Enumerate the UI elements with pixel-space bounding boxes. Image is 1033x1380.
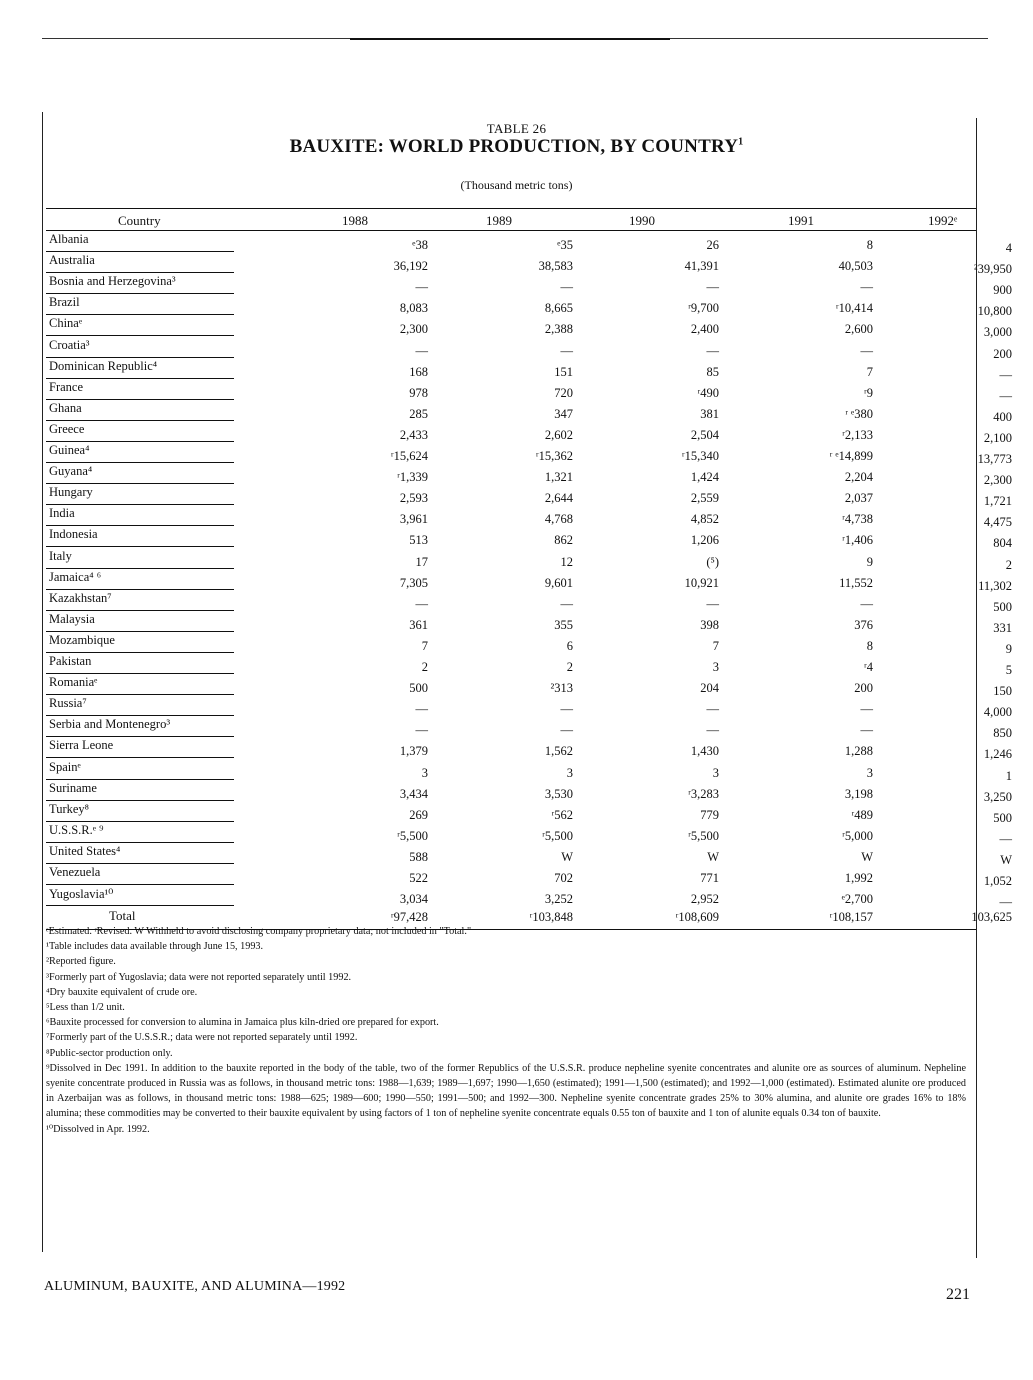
- footnote-6: ⁶Bauxite processed for conversion to alumina in Jamaica plus kiln-dried ore prepared for export.: [46, 1017, 439, 1029]
- value-1991: 2,600: [844, 322, 873, 337]
- footnote-9: ⁹Dissolved in Dec 1991. In addition to the bauxite reported in the body of the table, two of the former Republics of the U.S.S.R. produce nepheline syenite concentrates and alunite ore as sources of aluminum. Nepheline syenite concentrate produced in Russia was as follows, in thousand metric tons: 1988—1,639; 1989—1,697; 1990—1,650 (estimated); 1991—1,500 (estimated); and 1992—1,000 (estimated). Estimated alunite ore produced in Azerbaijan was as follows, in thousand metric tons: 1988—625; 1989—600; 1990—550; 1991—500; and 1992—300. Nepheline syenite concentrate grades 25% to 30% alumina, and alunite ore grades 16% to 18% alumina; these commodities may be converted to their bauxite equivalent by using factors of 1 ton of nepheline syenite concentrate equals 0.55 ton of bauxite and 1 ton of alunite equals 0.34 ton of bauxite.: [46, 1062, 966, 1120]
- value-1992: —: [999, 895, 1012, 910]
- value-1992: ²39,950: [973, 262, 1012, 277]
- row-underline: [46, 610, 234, 611]
- value-1988: —: [415, 280, 428, 295]
- row-underline: [46, 652, 234, 653]
- value-1988: ʳ5,500: [397, 828, 428, 843]
- row-underline: [46, 483, 234, 484]
- table-row: [46, 696, 1012, 720]
- header-year-1989: 1989: [486, 213, 512, 228]
- country-name: Mozambique: [49, 632, 115, 647]
- value-1992: —: [999, 388, 1012, 403]
- country-name: Romaniaᵉ: [49, 675, 98, 690]
- country-name: Yugoslavia¹⁰: [49, 887, 114, 902]
- value-1990: —: [706, 702, 719, 717]
- value-1991: —: [860, 596, 873, 611]
- row-underline: [46, 800, 234, 801]
- table-row: [46, 232, 1012, 255]
- value-1990: —: [706, 596, 719, 611]
- value-1989: 1,321: [544, 470, 573, 485]
- title-footnote-marker: 1: [738, 136, 744, 148]
- value-1988: 522: [409, 871, 428, 885]
- value-1988: 513: [409, 533, 428, 548]
- total-1990: ʳ108,609: [675, 910, 719, 924]
- value-1989: —: [560, 280, 573, 295]
- running-footer: ALUMINUM, BAUXITE, AND ALUMINA—1992: [44, 1279, 346, 1294]
- row-underline: [46, 462, 234, 463]
- row-underline: [46, 272, 234, 273]
- country-name: United States⁴: [49, 843, 121, 858]
- value-1992: 900: [993, 283, 1012, 298]
- value-1989: ʳ15,362: [535, 449, 573, 463]
- country-name: Italy: [49, 548, 72, 563]
- value-1989: 8,665: [544, 301, 573, 316]
- country-name: Jamaica⁴ ⁶: [49, 569, 102, 584]
- row-underline: [46, 863, 234, 864]
- table-row: [46, 590, 1012, 614]
- value-1991: 7: [866, 364, 873, 379]
- value-1992: 850: [993, 726, 1012, 741]
- value-1988: 588: [409, 849, 428, 864]
- value-1992: 1: [1005, 768, 1012, 783]
- value-1992: 500: [993, 810, 1012, 825]
- footnotes: [46, 924, 966, 1137]
- table-row: [46, 527, 1012, 551]
- table-row: [46, 464, 1012, 488]
- table-title: [0, 136, 1033, 158]
- value-1990: 41,391: [684, 259, 719, 274]
- value-1992: 331: [993, 620, 1012, 635]
- value-1988: 7,305: [399, 575, 428, 590]
- value-1988: —: [415, 723, 428, 738]
- value-1991: ʳ4: [864, 660, 873, 674]
- row-underline: [46, 779, 234, 780]
- country-name: Ghana: [49, 400, 82, 415]
- country-name: Greece: [49, 421, 85, 436]
- row-underline: [46, 568, 234, 569]
- total-1988: ʳ97,428: [390, 910, 428, 924]
- value-1989: —: [560, 596, 573, 611]
- country-name: Hungary: [49, 485, 93, 500]
- country-name: Croatia³: [49, 337, 90, 352]
- value-1989: 9,601: [544, 575, 573, 590]
- table-row: [46, 274, 1012, 298]
- value-1991: 2,204: [844, 470, 873, 485]
- value-1989: 12: [560, 554, 573, 569]
- value-1990: 1,424: [690, 470, 719, 485]
- row-underline: [46, 673, 234, 674]
- country-name: Suriname: [49, 780, 97, 795]
- country-name: Albania: [49, 232, 89, 246]
- table-row: [46, 654, 1012, 677]
- row-underline: [46, 335, 234, 336]
- row-underline: [46, 420, 234, 421]
- value-1990: ʳ490: [697, 385, 719, 400]
- value-1991: 200: [854, 681, 873, 696]
- row-underline: [46, 884, 234, 885]
- value-1990: W: [707, 849, 719, 864]
- value-1992: W: [1000, 852, 1012, 867]
- value-1992: 804: [993, 536, 1012, 551]
- table-row: [46, 759, 1012, 783]
- row-underline: [46, 378, 234, 379]
- value-1988: 2: [421, 660, 428, 674]
- table-row: [46, 421, 1012, 445]
- value-1990: 2,952: [690, 892, 719, 907]
- value-1991: 8: [866, 238, 873, 252]
- value-1990: 398: [700, 617, 719, 632]
- table-row: [46, 632, 1012, 656]
- footnote-2: ²Reported figure.: [46, 956, 116, 968]
- country-name: Russia⁷: [49, 696, 87, 711]
- table-row: [46, 843, 1012, 867]
- left-margin-line: [42, 112, 43, 1252]
- value-1991: —: [860, 280, 873, 295]
- country-name: Indonesia: [49, 527, 98, 542]
- country-name: Venezuela: [49, 865, 101, 879]
- value-1990: 26: [706, 238, 719, 252]
- value-1991: 3: [866, 765, 873, 780]
- header-year-1991: 1991: [788, 213, 814, 228]
- country-name: Pakistan: [49, 654, 92, 668]
- value-1992: 1,721: [983, 494, 1012, 509]
- value-1989: 2,644: [544, 491, 573, 506]
- table-row: [46, 358, 1012, 382]
- table-row: [46, 801, 1012, 825]
- value-1990: (⁵): [706, 554, 719, 569]
- country-name: Australia: [49, 253, 95, 268]
- value-1988: ʳ1,339: [397, 470, 428, 485]
- table-row: [46, 485, 1012, 509]
- value-1990: ʳ9,700: [688, 301, 719, 316]
- table-row: [46, 886, 1012, 910]
- value-1991: ʳ489: [851, 807, 873, 822]
- value-1991: 9: [866, 554, 873, 569]
- value-1991: ᵉ2,700: [841, 892, 873, 907]
- country-name: Sierra Leone: [49, 738, 114, 753]
- value-1989: 4,768: [544, 512, 573, 527]
- value-1992: 400: [993, 409, 1012, 424]
- value-1988: 3: [421, 765, 428, 780]
- value-1989: —: [560, 723, 573, 738]
- country-name: Malaysia: [49, 611, 95, 626]
- value-1992: 500: [993, 599, 1012, 614]
- value-1992: 4,475: [983, 515, 1012, 530]
- value-1991: ʳ10,414: [835, 301, 873, 316]
- value-1992: 2: [1005, 557, 1012, 572]
- country-name: India: [49, 506, 75, 521]
- footnote-8: ⁸Public-sector production only.: [46, 1047, 173, 1059]
- value-1988: 978: [409, 385, 428, 400]
- table-row: [46, 295, 1012, 319]
- footnote-4: ⁴Dry bauxite equivalent of crude ore.: [46, 986, 198, 998]
- value-1989: 38,583: [538, 259, 573, 274]
- value-1991: 3,198: [844, 786, 873, 801]
- value-1991: 1,288: [844, 744, 873, 759]
- value-1988: 3,434: [399, 786, 428, 801]
- value-1989: —: [560, 702, 573, 717]
- value-1992: 13,773: [977, 452, 1012, 466]
- value-1992: 1,246: [983, 747, 1012, 762]
- value-1991: ʳ ᵉ14,899: [829, 449, 873, 463]
- country-name: France: [49, 379, 84, 394]
- value-1992: 5: [1005, 663, 1012, 677]
- row-underline: [46, 525, 234, 526]
- value-1990: 3: [712, 765, 719, 780]
- value-1989: 3,252: [544, 892, 573, 907]
- country-name: Spainᵉ: [49, 759, 81, 774]
- value-1989: 3: [566, 765, 573, 780]
- value-1990: 771: [700, 871, 719, 885]
- value-1992: 3,000: [983, 325, 1012, 340]
- value-1989: 720: [554, 385, 573, 400]
- table-row: [46, 865, 1012, 888]
- value-1989: ²313: [550, 681, 573, 696]
- value-1991: 376: [854, 617, 873, 632]
- value-1992: 2,100: [983, 430, 1012, 445]
- country-name: Chinaᵉ: [49, 316, 83, 331]
- value-1988: ʳ15,624: [390, 449, 428, 463]
- row-underline: [46, 715, 234, 716]
- top-rule-accent: [350, 38, 670, 40]
- header-top-rule: [46, 208, 976, 209]
- value-1988: 2,433: [399, 427, 428, 442]
- table-row: [46, 675, 1012, 699]
- value-1992: 2,300: [983, 473, 1012, 488]
- value-1988: 2,300: [399, 322, 428, 337]
- value-1992: 150: [993, 684, 1012, 699]
- row-underline: [46, 757, 234, 758]
- value-1990: ʳ5,500: [688, 828, 719, 843]
- row-underline: [46, 905, 234, 906]
- row-underline: [46, 736, 234, 737]
- value-1991: W: [861, 849, 873, 864]
- value-1990: —: [706, 343, 719, 358]
- value-1989: 355: [554, 617, 573, 632]
- table-row: [46, 548, 1012, 572]
- value-1990: ʳ3,283: [688, 786, 719, 801]
- value-1992: 200: [993, 346, 1012, 361]
- value-1991: ʳ4,738: [842, 512, 873, 527]
- footnote-legend: ᵉEstimated. ʳRevised. W Withheld to avoid disclosing company proprietary data; not included in "Total.": [46, 926, 472, 937]
- value-1988: —: [415, 343, 428, 358]
- country-name: Bosnia and Herzegovina³: [49, 274, 176, 289]
- value-1988: 17: [415, 554, 428, 569]
- value-1991: ʳ9: [864, 385, 873, 400]
- value-1988: 2,593: [399, 491, 428, 506]
- value-1989: 3,530: [544, 786, 573, 801]
- value-1992: 4,000: [983, 705, 1012, 720]
- value-1990: 85: [706, 364, 719, 379]
- value-1990: 3: [712, 660, 719, 674]
- country-name: Brazil: [49, 295, 80, 310]
- value-1991: —: [860, 702, 873, 717]
- country-name: Guinea⁴: [49, 443, 90, 457]
- table-row: [46, 443, 1012, 466]
- footnote-1: ¹Table includes data available through June 15, 1993.: [46, 941, 264, 953]
- country-name: U.S.S.R.ᵉ ⁹: [49, 822, 104, 837]
- country-name: Guyana⁴: [49, 464, 93, 479]
- value-1989: 151: [554, 364, 573, 379]
- value-1989: 6: [566, 638, 573, 653]
- table-row: [46, 379, 1012, 403]
- total-label: Total: [109, 908, 136, 923]
- table-row: [46, 506, 1012, 530]
- country-name: Serbia and Montenegro³: [49, 717, 171, 732]
- table-row: [46, 569, 1012, 593]
- value-1992: 1,052: [983, 874, 1012, 888]
- value-1991: 1,992: [844, 871, 873, 885]
- value-1988: 8,083: [399, 301, 428, 316]
- value-1992: 11,302: [978, 578, 1012, 593]
- table-row: [46, 738, 1012, 762]
- footnote-10: ¹⁰Dissolved in Apr. 1992.: [46, 1123, 150, 1135]
- value-1989: 347: [554, 406, 573, 421]
- value-1989: 1,562: [544, 744, 573, 759]
- value-1988: 7: [421, 638, 428, 653]
- value-1992: —: [999, 831, 1012, 846]
- footnote-5: ⁵Less than 1/2 unit.: [46, 1002, 125, 1014]
- value-1991: 11,552: [839, 575, 873, 590]
- row-underline: [46, 504, 234, 505]
- value-1988: ᵉ38: [412, 238, 428, 252]
- value-1990: 2,559: [690, 491, 719, 506]
- table-row: [46, 253, 1012, 277]
- row-underline: [46, 694, 234, 695]
- value-1990: 1,430: [690, 744, 719, 759]
- table-row: [46, 316, 1012, 340]
- value-1988: 285: [409, 406, 428, 421]
- value-1988: 3,961: [399, 512, 428, 527]
- table-number: TABLE 26: [486, 121, 547, 136]
- value-1990: 381: [700, 406, 719, 421]
- row-underline: [46, 399, 234, 400]
- page-number: 221: [946, 1286, 970, 1303]
- value-1992: —: [999, 367, 1012, 382]
- value-1991: —: [860, 343, 873, 358]
- row-underline: [46, 293, 234, 294]
- total-1991: ʳ108,157: [829, 910, 873, 924]
- footnote-3: ³Formerly part of Yugoslavia; data were not reported separately until 1992.: [46, 971, 352, 983]
- value-1989: ᵉ35: [557, 238, 573, 252]
- value-1990: 10,921: [684, 575, 719, 590]
- table-row: [46, 611, 1012, 635]
- value-1991: ʳ5,000: [842, 828, 873, 843]
- value-1991: 2,037: [844, 491, 873, 506]
- value-1992: 4: [1005, 241, 1012, 255]
- header-year-1988: 1988: [342, 213, 368, 228]
- country-name: Turkey⁸: [49, 801, 90, 816]
- value-1988: 36,192: [393, 259, 428, 274]
- value-1990: 7: [712, 638, 719, 653]
- value-1990: ʳ15,340: [681, 449, 719, 463]
- value-1989: ʳ562: [551, 807, 573, 822]
- value-1988: 361: [409, 617, 428, 632]
- value-1990: —: [706, 280, 719, 295]
- total-1989: ʳ103,848: [529, 910, 573, 924]
- value-1989: 2: [566, 660, 573, 674]
- value-1988: —: [415, 596, 428, 611]
- row-underline: [46, 546, 234, 547]
- table-row: [46, 400, 1012, 424]
- header-year-1990: 1990: [629, 213, 655, 228]
- table-row: [46, 822, 1012, 846]
- value-1990: —: [706, 723, 719, 738]
- value-1988: —: [415, 702, 428, 717]
- value-1991: ʳ1,406: [842, 533, 873, 548]
- country-name: Dominican Republic⁴: [49, 358, 158, 373]
- row-underline: [46, 821, 234, 822]
- row-underline: [46, 842, 234, 843]
- value-1989: 2,602: [544, 427, 573, 442]
- country-name: Kazakhstan⁷: [49, 590, 112, 605]
- value-1991: ʳ ᵉ380: [845, 406, 873, 421]
- value-1990: 1,206: [690, 533, 719, 548]
- value-1990: 2,504: [690, 427, 719, 442]
- row-underline: [46, 357, 234, 358]
- footnote-7: ⁷Formerly part of the U.S.S.R.; data were not reported separately until 1992.: [46, 1032, 358, 1044]
- value-1988: 500: [409, 681, 428, 696]
- value-1991: —: [860, 723, 873, 738]
- header-bottom-rule: [46, 230, 976, 231]
- row-underline: [46, 314, 234, 315]
- value-1989: W: [561, 849, 573, 864]
- value-1989: 2,388: [544, 322, 573, 337]
- value-1989: 862: [554, 533, 573, 548]
- row-underline: [46, 251, 234, 252]
- value-1988: 1,379: [399, 744, 428, 759]
- table-title-text: BAUXITE: WORLD PRODUCTION, BY COUNTRY: [289, 136, 739, 157]
- table-row: [46, 717, 1012, 741]
- row-underline: [46, 631, 234, 632]
- value-1988: 3,034: [399, 892, 428, 907]
- value-1989: ʳ5,500: [542, 828, 573, 843]
- header-country: Country: [118, 213, 161, 228]
- table-units: (Thousand metric tons): [460, 178, 573, 192]
- value-1991: 40,503: [838, 259, 873, 274]
- value-1992: 10,800: [977, 304, 1012, 319]
- table-row: [46, 337, 1012, 361]
- table-row: [46, 780, 1012, 804]
- value-1990: 204: [700, 681, 719, 696]
- value-1988: 168: [409, 364, 428, 379]
- value-1992: 9: [1005, 641, 1012, 656]
- header-year-1992: 1992ᵉ: [928, 213, 958, 228]
- value-1991: 8: [866, 638, 873, 653]
- value-1990: 779: [700, 807, 719, 822]
- total-1992: 103,625: [971, 910, 1012, 924]
- value-1989: —: [560, 343, 573, 358]
- value-1989: 702: [554, 871, 573, 885]
- value-1992: 3,250: [983, 789, 1012, 804]
- row-underline: [46, 441, 234, 442]
- value-1990: 4,852: [690, 512, 719, 527]
- value-1990: 2,400: [690, 322, 719, 337]
- value-1988: 269: [409, 807, 428, 822]
- value-1991: ʳ2,133: [842, 427, 873, 442]
- row-underline: [46, 589, 234, 590]
